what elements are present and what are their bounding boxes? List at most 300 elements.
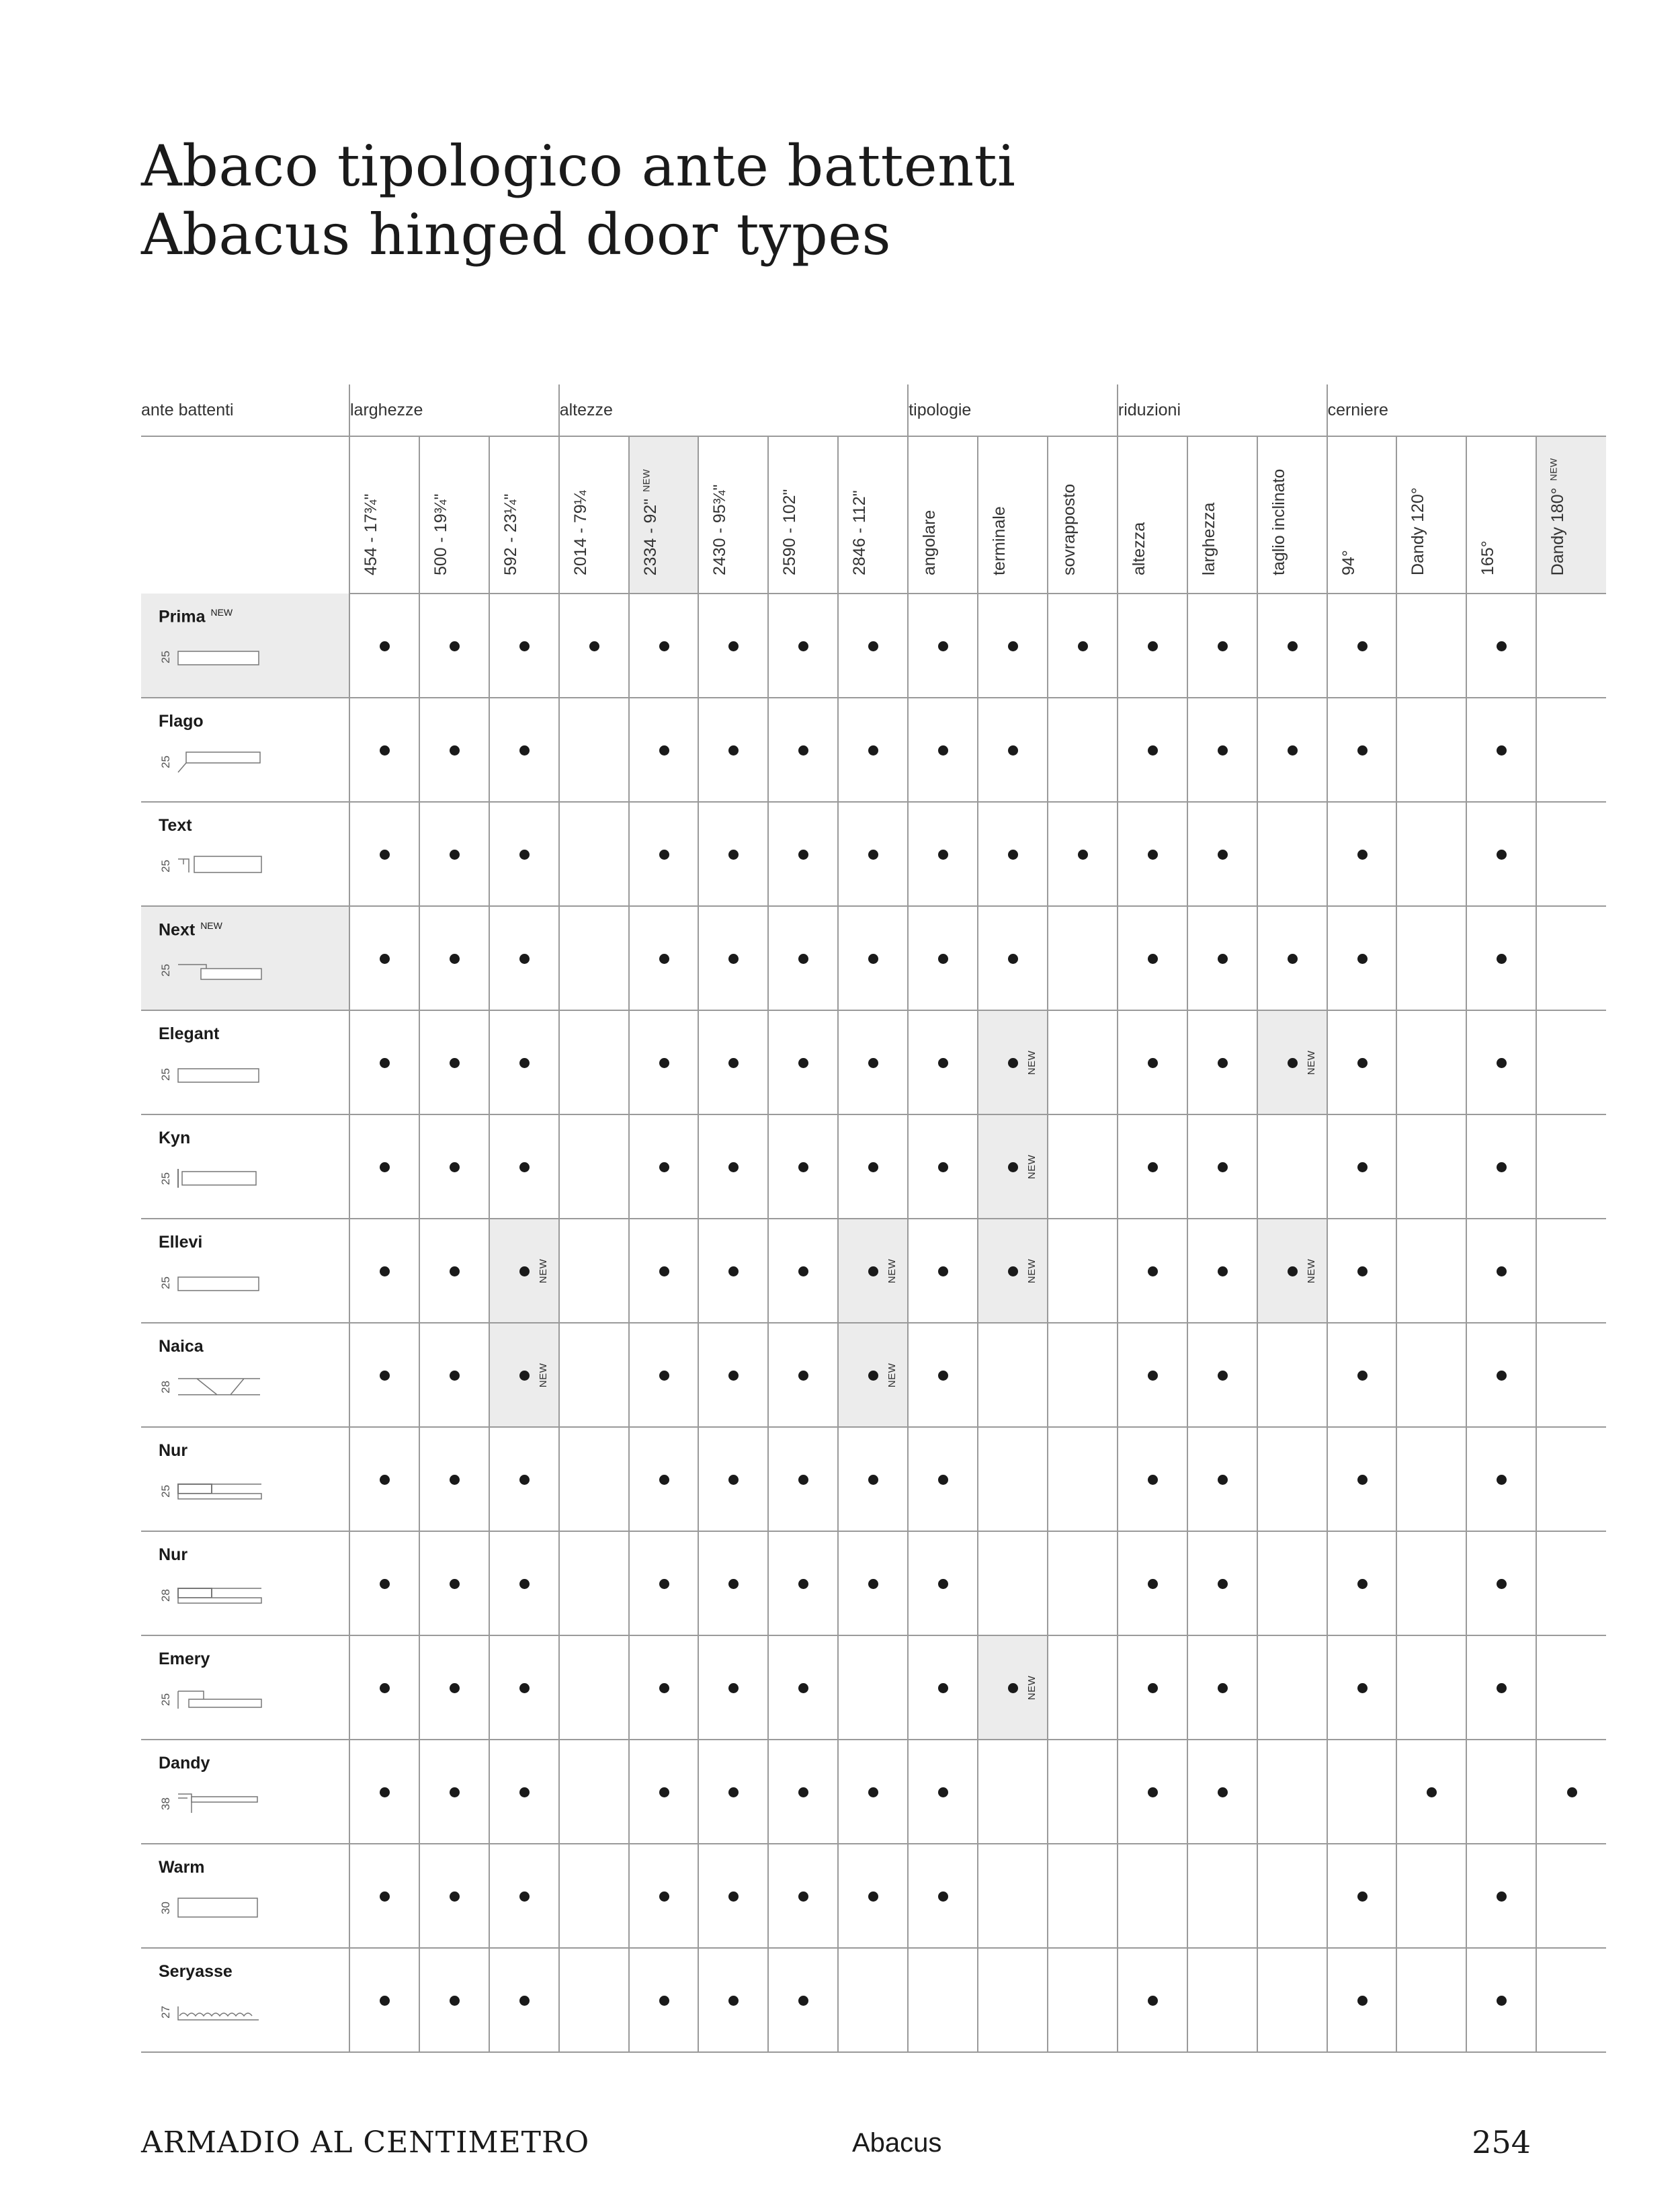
column-label: [1271, 469, 1288, 575]
door-profile-drawing: [173, 955, 267, 982]
table-cell: [1327, 1531, 1397, 1635]
table-cell: [489, 1114, 559, 1219]
table-cell: [1466, 1740, 1536, 1844]
table-cell: [698, 1323, 768, 1427]
availability-dot: [798, 745, 808, 756]
table-cell: [349, 1323, 419, 1427]
availability-dot: [1288, 641, 1298, 651]
table-cell: [1118, 594, 1187, 698]
availability-dot: [1218, 1371, 1228, 1381]
column-label-text: 592 - 23¼": [501, 493, 520, 575]
availability-dot: [938, 1475, 948, 1485]
door-profile-drawing: [173, 1164, 267, 1190]
table-cell: [838, 1844, 908, 1948]
availability-dot: [728, 1683, 739, 1693]
door-name-text: Text: [159, 816, 192, 835]
availability-dot: [1497, 1475, 1507, 1485]
availability-dot: [1288, 745, 1298, 756]
table-cell: [419, 802, 489, 906]
table-cell: [698, 1948, 768, 2052]
column-label: [573, 491, 589, 576]
group-header: tipologie: [908, 384, 1118, 436]
availability-dot: [728, 745, 739, 756]
table-cell: [349, 698, 419, 802]
table-cell: [1466, 1844, 1536, 1948]
availability-dot: [380, 1058, 390, 1068]
availability-dot: [938, 1683, 948, 1693]
table-row: [141, 1531, 1606, 1635]
availability-dot: [798, 1683, 808, 1693]
table-cell: [349, 594, 419, 698]
corner-blank: [141, 436, 349, 594]
availability-dot: [659, 1996, 669, 2006]
table-cell: [978, 802, 1048, 906]
thickness-label: 25: [159, 651, 172, 663]
availability-dot: [1218, 850, 1228, 860]
table-cell: [1466, 594, 1536, 698]
availability-dot: [1497, 1996, 1507, 2006]
availability-dot: [1497, 641, 1507, 651]
table-cell: [1048, 1740, 1118, 1844]
group-header: altezze: [559, 384, 909, 436]
column-header: [419, 436, 489, 594]
availability-dot: [1008, 745, 1018, 756]
door-name-text: Naica: [159, 1337, 204, 1356]
new-badge: NEW: [1025, 1050, 1038, 1075]
table-cell: [1257, 1427, 1327, 1531]
availability-dot: [450, 1787, 460, 1797]
availability-dot: [1357, 641, 1368, 651]
table-cell: [1048, 1219, 1118, 1323]
row-header: [141, 1427, 349, 1531]
table-cell: [698, 906, 768, 1010]
door-name: [159, 1650, 210, 1669]
column-header: [349, 436, 419, 594]
availability-dot: [450, 1683, 460, 1693]
table-cell: [629, 698, 699, 802]
thickness-label: 28: [159, 1381, 172, 1393]
availability-dot: [659, 641, 669, 651]
table-cell: [908, 1635, 978, 1740]
table-cell: [1327, 1948, 1397, 2052]
door-name: [159, 607, 233, 626]
table-row: [141, 1427, 1606, 1531]
column-label: [1341, 550, 1357, 575]
table-cell: [838, 594, 908, 698]
table-cell: [1187, 1219, 1257, 1323]
column-label-text: 94°: [1339, 550, 1358, 575]
availability-dot: [450, 1162, 460, 1172]
title-english: Abacus hinged door types: [141, 202, 892, 268]
door-name: [159, 1858, 205, 1877]
table-cell: [838, 1010, 908, 1114]
table-cell: [1118, 802, 1187, 906]
table-cell: [698, 1531, 768, 1635]
table-cell: [1396, 1010, 1466, 1114]
table-cell: [1536, 1844, 1606, 1948]
availability-dot: [938, 1162, 948, 1172]
availability-dot: [659, 850, 669, 860]
table-cell: [768, 1844, 838, 1948]
table-cell: [1466, 906, 1536, 1010]
availability-dot: [1218, 1475, 1228, 1485]
availability-dot: [798, 850, 808, 860]
row-header: [141, 1948, 349, 2052]
column-header: [768, 436, 838, 594]
table-cell: [838, 1635, 908, 1740]
availability-dot: [1008, 1058, 1018, 1068]
table-cell: [1118, 1948, 1187, 2052]
availability-dot: [380, 1475, 390, 1485]
table-cell: [559, 1010, 629, 1114]
column-header: [1257, 436, 1327, 594]
table-cell: [1118, 1740, 1187, 1844]
door-name: [159, 920, 222, 940]
table-cell: [768, 1635, 838, 1740]
door-name-text: Emery: [159, 1650, 210, 1668]
table-cell: [1257, 1740, 1327, 1844]
availability-dot: [659, 1891, 669, 1902]
table-cell: [629, 1844, 699, 1948]
availability-dot: [450, 1371, 460, 1381]
availability-dot: [868, 1579, 878, 1589]
table-cell: [838, 1740, 908, 1844]
table-cell: [1536, 906, 1606, 1010]
availability-dot: [728, 1996, 739, 2006]
new-badge: NEW: [886, 1362, 898, 1387]
table-cell: [838, 1948, 908, 2052]
door-name: [159, 1337, 204, 1356]
column-label-text: 2014 - 79¼: [571, 490, 590, 575]
availability-dot: [798, 1579, 808, 1589]
door-name-text: Next: [159, 920, 196, 940]
availability-dot: [659, 1787, 669, 1797]
table-cell: [629, 1740, 699, 1844]
table-cell: [1187, 1948, 1257, 2052]
table-cell: [1257, 698, 1327, 802]
availability-dot: [868, 641, 878, 651]
availability-dot: [798, 1058, 808, 1068]
table-cell: [489, 1531, 559, 1635]
availability-dot: [1357, 1891, 1368, 1902]
availability-dot: [868, 1475, 878, 1485]
availability-dot: [519, 1683, 530, 1693]
table-cell: [1048, 802, 1118, 906]
door-name-text: Nur: [159, 1545, 188, 1564]
table-row: [141, 1114, 1606, 1219]
table-cell: [978, 1427, 1048, 1531]
table-row: [141, 1844, 1606, 1948]
column-label-text: 500 - 19¾": [431, 493, 450, 575]
table-cell: [489, 1740, 559, 1844]
table-cell: [698, 802, 768, 906]
availability-dot: [1357, 1579, 1368, 1589]
availability-dot: [1497, 850, 1507, 860]
table-cell: [1257, 1844, 1327, 1948]
availability-dot: [519, 850, 530, 860]
table-cell: [349, 1427, 419, 1531]
availability-dot: [659, 1371, 669, 1381]
table-cell: [1048, 906, 1118, 1010]
title-italian: Abaco tipologico ante battenti: [141, 133, 1016, 199]
availability-dot: [1497, 1579, 1507, 1589]
thickness-label: 30: [159, 1902, 172, 1914]
column-label: [1131, 522, 1148, 575]
table-cell: [1466, 1323, 1536, 1427]
table-cell: [419, 698, 489, 802]
availability-dot: [1497, 1162, 1507, 1172]
availability-dot: [728, 850, 739, 860]
table-cell: [1536, 594, 1606, 698]
row-header: [141, 1844, 349, 1948]
table-cell: [489, 1427, 559, 1531]
table-cell: [1327, 906, 1397, 1010]
row-header: [141, 698, 349, 802]
availability-dot: [1078, 641, 1088, 651]
table-cell: [419, 1531, 489, 1635]
table-cell: [1257, 906, 1327, 1010]
table-cell: [838, 1323, 908, 1427]
table-cell: [1257, 1219, 1327, 1323]
table-cell: [349, 802, 419, 906]
table-cell: [559, 1219, 629, 1323]
door-name-text: Seryasse: [159, 1962, 233, 1981]
table-cell: [1118, 906, 1187, 1010]
table-cell: [349, 1219, 419, 1323]
thickness-label: 25: [159, 964, 172, 977]
availability-dot: [659, 1266, 669, 1276]
table-cell: [419, 1844, 489, 1948]
availability-dot: [728, 1579, 739, 1589]
door-name: [159, 712, 204, 731]
table-row: [141, 1323, 1606, 1427]
table-cell: [908, 906, 978, 1010]
column-label-text: taglio inclinato: [1269, 469, 1288, 575]
table-cell: [768, 1010, 838, 1114]
column-label-text: 2430 - 95¾": [710, 484, 730, 575]
abacus-table: [141, 384, 1606, 2053]
availability-dot: [380, 1579, 390, 1589]
availability-dot: [659, 954, 669, 964]
column-header: [559, 436, 629, 594]
door-profile-drawing: [173, 1059, 267, 1086]
table-row: [141, 1635, 1606, 1740]
availability-dot: [1148, 1579, 1158, 1589]
thickness-label: 25: [159, 1485, 172, 1498]
availability-dot: [1357, 1996, 1368, 2006]
table-cell: [1327, 1114, 1397, 1219]
availability-dot: [1148, 1787, 1158, 1797]
table-cell: [1396, 1740, 1466, 1844]
door-name: [159, 1754, 210, 1773]
thickness-label: 25: [159, 1172, 172, 1185]
availability-dot: [1357, 1371, 1368, 1381]
table-cell: [1536, 1219, 1606, 1323]
door-name-text: Elegant: [159, 1024, 220, 1043]
availability-dot: [1218, 1162, 1228, 1172]
table-cell: [978, 1740, 1048, 1844]
group-header: larghezze: [349, 384, 559, 436]
table-cell: [978, 1635, 1048, 1740]
table-cell: [1118, 1635, 1187, 1740]
column-header: [838, 436, 908, 594]
group-header: cerniere: [1327, 384, 1607, 436]
table-cell: [1396, 1531, 1466, 1635]
availability-dot: [380, 954, 390, 964]
table-cell: [1187, 594, 1257, 698]
availability-dot: [938, 1371, 948, 1381]
column-header: [1536, 436, 1606, 594]
availability-dot: [868, 1891, 878, 1902]
availability-dot: [519, 1475, 530, 1485]
new-badge: NEW: [200, 920, 222, 931]
availability-dot: [798, 1475, 808, 1485]
table-cell: [1536, 1323, 1606, 1427]
column-label-text: terminale: [990, 506, 1009, 575]
availability-dot: [450, 1266, 460, 1276]
availability-dot: [938, 850, 948, 860]
table-cell: [768, 1427, 838, 1531]
table-cell: [629, 1948, 699, 2052]
column-label: [1549, 458, 1566, 575]
row-header: [141, 1635, 349, 1740]
thickness-label: 27: [159, 2006, 172, 2019]
table-cell: [978, 1531, 1048, 1635]
table-cell: [1327, 1635, 1397, 1740]
table-cell: [908, 1740, 978, 1844]
table-cell: [1536, 1010, 1606, 1114]
availability-dot: [1357, 850, 1368, 860]
table-cell: [349, 1948, 419, 2052]
table-cell: [1187, 1427, 1257, 1531]
table-cell: [768, 802, 838, 906]
table-cell: [1466, 1948, 1536, 2052]
table-cell: [419, 1323, 489, 1427]
new-badge: NEW: [537, 1362, 549, 1387]
availability-dot: [380, 745, 390, 756]
table-row: [141, 1740, 1606, 1844]
table-cell: [559, 1948, 629, 2052]
column-label: [921, 510, 938, 575]
row-header: [141, 1010, 349, 1114]
availability-dot: [519, 1371, 530, 1381]
table-cell: [559, 906, 629, 1010]
availability-dot: [1288, 1058, 1298, 1068]
door-name-text: Flago: [159, 712, 204, 731]
table-cell: [908, 1844, 978, 1948]
table-cell: [978, 1948, 1048, 2052]
table-row: [141, 802, 1606, 906]
table-cell: [1187, 1740, 1257, 1844]
availability-dot: [938, 1266, 948, 1276]
table-row: [141, 594, 1606, 698]
availability-dot: [380, 1891, 390, 1902]
column-header-row: [141, 436, 1606, 594]
table-cell: [838, 1219, 908, 1323]
table-cell: [698, 1740, 768, 1844]
table-cell: [1118, 1219, 1187, 1323]
table-cell: [1396, 1114, 1466, 1219]
table-cell: [1118, 1323, 1187, 1427]
column-header: [978, 436, 1048, 594]
table-cell: [768, 1323, 838, 1427]
table-cell: [698, 1219, 768, 1323]
column-label: [1201, 503, 1218, 575]
new-badge: NEW: [537, 1258, 549, 1283]
table-cell: [559, 802, 629, 906]
table-cell: [1396, 594, 1466, 698]
availability-dot: [868, 1266, 878, 1276]
availability-dot: [1497, 1891, 1507, 1902]
table-cell: [908, 698, 978, 802]
table-cell: [768, 1114, 838, 1219]
table-cell: [1048, 698, 1118, 802]
row-header: [141, 594, 349, 698]
table-cell: [1048, 1427, 1118, 1531]
table-cell: [629, 1427, 699, 1531]
table-cell: [559, 1531, 629, 1635]
table-cell: [1466, 1219, 1536, 1323]
table-cell: [349, 906, 419, 1010]
door-name: [159, 1441, 187, 1461]
table-cell: [629, 1114, 699, 1219]
new-badge: NEW: [640, 469, 652, 492]
availability-dot: [659, 1579, 669, 1589]
availability-dot: [868, 745, 878, 756]
table-cell: [908, 802, 978, 906]
new-badge: NEW: [1025, 1258, 1038, 1283]
availability-dot: [659, 1683, 669, 1693]
availability-dot: [1148, 1266, 1158, 1276]
table-cell: [1118, 1844, 1187, 1948]
table-cell: [1187, 1010, 1257, 1114]
table-cell: [978, 906, 1048, 1010]
table-cell: [1048, 1010, 1118, 1114]
table-cell: [1327, 1844, 1397, 1948]
table-cell: [1118, 1531, 1187, 1635]
door-name: [159, 1962, 233, 1982]
thickness-label: 25: [159, 756, 172, 768]
table-cell: [489, 594, 559, 698]
column-label-text: 2590 - 102": [780, 489, 800, 575]
availability-dot: [1148, 1475, 1158, 1485]
table-cell: [768, 1948, 838, 2052]
table-cell: [698, 1844, 768, 1948]
table-cell: [349, 1531, 419, 1635]
door-name: [159, 816, 192, 836]
table-cell: [489, 802, 559, 906]
door-profile-drawing: [173, 1684, 267, 1711]
table-cell: [1396, 1427, 1466, 1531]
new-badge: NEW: [1025, 1154, 1038, 1179]
table-cell: [838, 1531, 908, 1635]
table-cell: [838, 906, 908, 1010]
thickness-label: 25: [159, 1693, 172, 1706]
table-cell: [978, 1844, 1048, 1948]
availability-dot: [450, 1891, 460, 1902]
table-cell: [1327, 1219, 1397, 1323]
table-row: [141, 1219, 1606, 1323]
table-cell: [698, 594, 768, 698]
availability-dot: [380, 1996, 390, 2006]
availability-dot: [1218, 1266, 1228, 1276]
table-cell: [768, 698, 838, 802]
table-cell: [978, 1010, 1048, 1114]
availability-dot: [519, 1266, 530, 1276]
table-cell: [419, 1948, 489, 2052]
row-header: [141, 1740, 349, 1844]
availability-dot: [1357, 1266, 1368, 1276]
